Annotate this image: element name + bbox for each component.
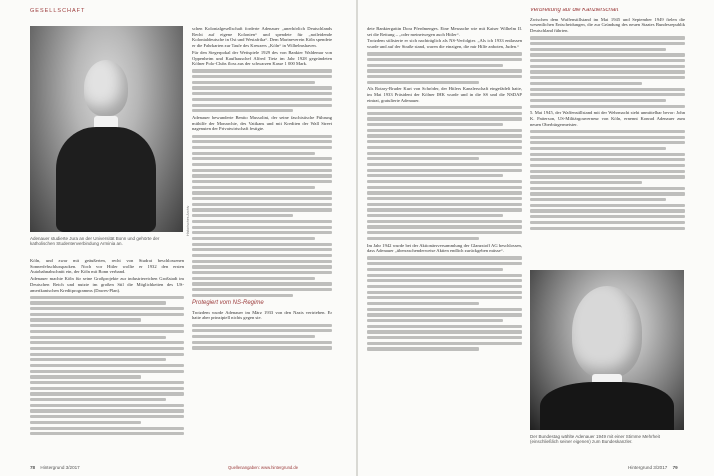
column-b-paragraph-1: schen Kolonialgesellschaft forderte Adenauer „unerhörlich Deutschlands Recht auf eigene Kolonien“ und spendete für „notleidende Kolonialdeutsche in Ost und Westafrika“. Dem Marineverein Köln spendete er die Fahrkarten zur Taufe des Kreuzers „Köln“ in Wilhelmshaven.	[192, 26, 332, 49]
portrait-suit	[540, 382, 674, 430]
left-page	[0, 0, 356, 476]
column-d-text-lines-1	[530, 36, 685, 107]
photo-credit: Historisches Archiv	[186, 205, 190, 236]
column-c-paragraph-3: Als Rotary-Bruder Kurt von Schröder, der Hitlers Kanzlerschaft eingefädelt hatte, im Mai 1933 Präsident der Kölner IHK wurde und in die SS und die NSDAP eintrat, gratulierte Adenauer.	[367, 86, 522, 103]
portrait-suit	[56, 127, 156, 232]
column-b-paragraph-4: Trotzdem wurde Adenauer im März 1933 von den Nazis vertrieben. Er hatte aber prinzipiell nichts gegen sie.	[192, 309, 332, 321]
footer-web-link[interactable]: Quellenangaben: www.hintergrund.de	[228, 465, 299, 470]
portrait-head	[84, 60, 128, 116]
column-b	[192, 26, 332, 456]
column-c-text-lines-2	[367, 106, 522, 240]
portrait-head	[572, 286, 642, 378]
column-d-text-lines-2	[530, 130, 685, 230]
column-c-paragraph-2: Trotzdem stilisierte er sich nachträglich als NS-Verfolgter. „Als ich 1933 entlassen wurde und auf der Straße stand, waren die einzigen, die mir Hilfe anboten, Juden.“	[367, 38, 522, 50]
column-d-paragraph-2: 5. Mai 1945, der Waffenstillstand mit der Wehrmacht steht unmittelbar bevor: John K. Patterson, US-Militärgouverneur von Köln, ernennt Konrad Adenauer zum neuen Oberbürgermeister.	[530, 110, 685, 127]
column-a-paragraph-1: Köln, und zwar mit geäußerten, recht von Studrat beschlossenen Sonnerfehschlusspacken. Noch vor Hitler wollte er 1932 den ersten Autobahnabschnitt ein, der Köln mit Bonn verband.	[30, 258, 184, 275]
historical-portrait-photo	[30, 26, 183, 232]
column-a	[30, 258, 184, 456]
footer-left	[30, 465, 80, 470]
section-subhead: Protegiert vom NS-Regime	[192, 299, 264, 306]
column-a-text-lines	[30, 296, 184, 436]
column-b-text-lines-1	[192, 69, 332, 112]
column-d	[530, 8, 685, 263]
section-label: GESELLSCHAFT	[30, 8, 86, 14]
photo-caption: Der Bundestag wählte Adenauer 1949 mit einer Stimme Mehrheit (einschließlich seiner eigenen) zum Bundeskanzler.	[530, 434, 660, 445]
column-c-paragraph-1: dete Bankiergattin Dora Pferdmenges. Eine Mesnache wie mit Kaiser Wilhelm II. sei die Rettung – „oder meinetwegen auch Hitler“.	[367, 26, 522, 37]
column-c-paragraph-4: Im Jahr 1942 wurde bei der Aktionärsversammlung der Glanzstoff AG beschlossen, dass Adenauer „überraschenderweise Aktien endlich zurückgeben müsse“.	[367, 242, 522, 254]
column-b-paragraph-2: Für den Siegerpokal der Wettspiele 1929 des von Bankier Waldemar von Oppenheim und Kaufhauschef Alfred Tietz im Jahr 1928 gegründeten Kölner Polo-Clubs floss aus der schwarzen Kasse 1 000 Mark.	[192, 49, 332, 67]
footer-issue: Hintergrund 3/2017	[628, 465, 668, 470]
footer-right	[628, 465, 678, 470]
footer-page-number: 79	[672, 465, 678, 470]
column-b-text-lines-3	[192, 324, 332, 350]
column-b-text-lines-2	[192, 135, 332, 297]
footer-issue: Hintergrund 3/2017	[40, 465, 80, 470]
column-b-paragraph-3: Adenauer bewunderte Benito Mussolini, der seine faschistische Führung mithilfe der Monarchie, des Vatikans und mit Krediten der Wall Street nagenuten der Privatwirtschaft festigte.	[192, 114, 332, 132]
footer-page-number: 78	[30, 465, 36, 470]
column-c-text-lines-1	[367, 52, 522, 84]
photo-caption: Adenauer studierte Jura an der Universität Bonn und gehörte der katholischen Studentenverbindung Arminia an.	[30, 236, 160, 247]
column-d-paragraph-1: Zwischen dem Waffenstillstand im Mai 1945 und September 1949 fielen die wesentlichen Entscheidungen, die zur Gründung des neuen Staates Bundesrepublik Deutschland führten.	[530, 16, 685, 34]
adenauer-portrait-photo	[530, 270, 684, 430]
right-page	[358, 0, 714, 476]
column-c	[367, 26, 522, 456]
column-c-text-lines-3	[367, 256, 522, 350]
column-a-paragraph-2: Adenauer machte Köln für seine Großprojekte zur industriereichen Großstadt im Deutschen Reich und nutzte im großen Stil die Möglichkeiten des US-amerikanischen Kreditprogramms (Dawes-Plan).	[30, 276, 184, 293]
column-d-subhead: Verbreitung auf die Kanzlerschaft	[530, 8, 619, 13]
